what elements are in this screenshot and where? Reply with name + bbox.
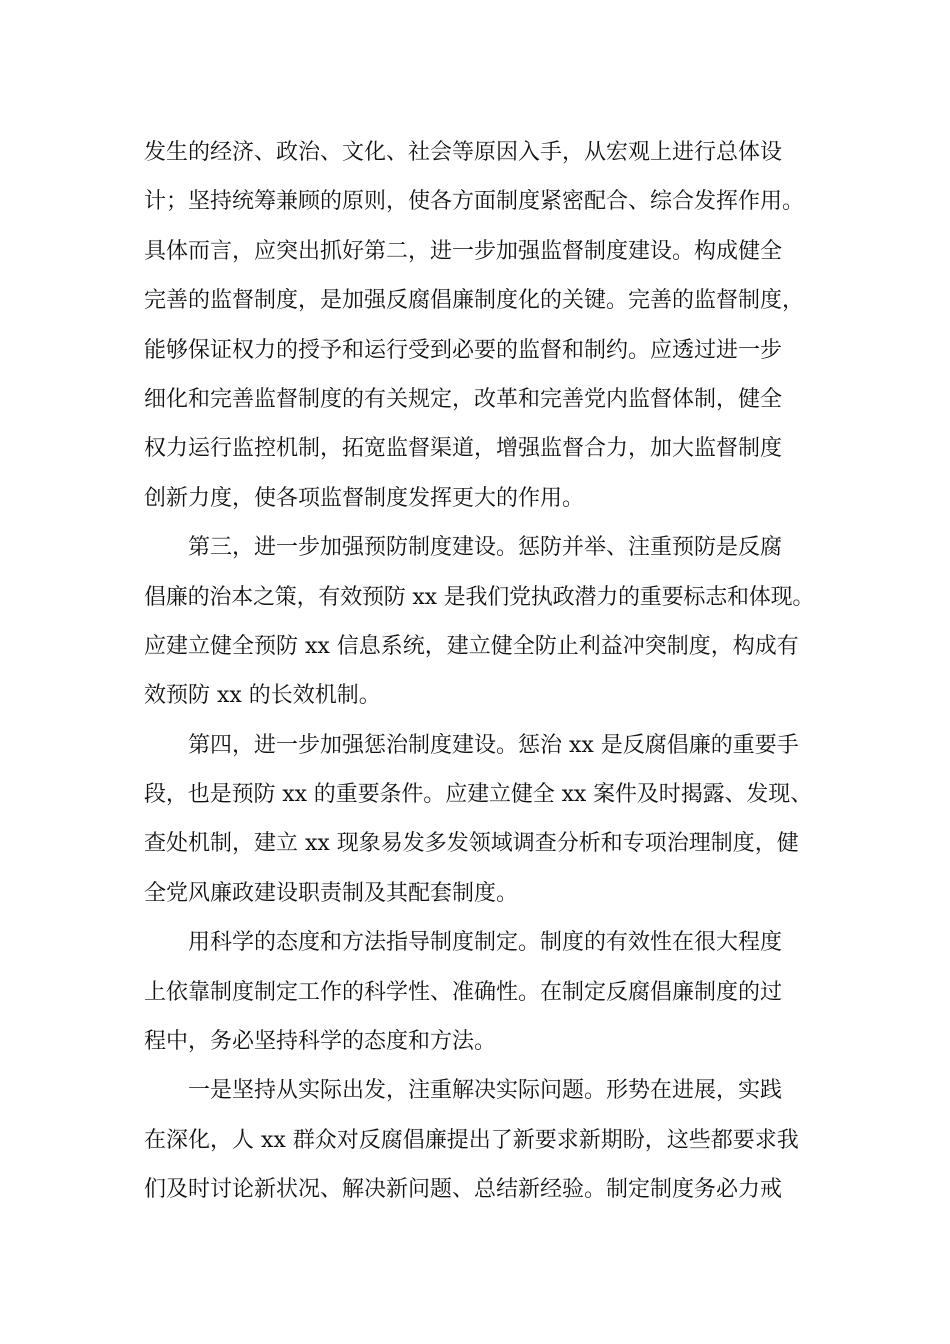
paragraph-first-line: 第三，进一步加强预防制度建设。惩防并举、注重预防是反腐 <box>188 535 783 561</box>
paragraph-first-line: 一是坚持从实际出发，注重解决实际问题。形势在进展，实践 <box>188 1078 783 1104</box>
text-line: 全党风廉政建设职责制及其配套制度。 <box>144 880 519 906</box>
text-line: 查处机制，建立 xx 现象易发多发领域调查分析和专项治理制度，健 <box>144 831 799 857</box>
text-line: 在深化，人 xx 群众对反腐倡廉提出了新要求新期盼，这些都要求我 <box>144 1127 799 1153</box>
text-line: 效预防 xx 的长效机制。 <box>144 683 381 709</box>
text-line: 权力运行监控机制，拓宽监督渠道，增强监督合力，加大监督制度 <box>144 436 783 462</box>
text-line: 完善的监督制度，是加强反腐倡廉制度化的关键。完善的监督制度， <box>144 288 805 314</box>
document-body <box>144 128 814 1215</box>
text-line: 程中，务必坚持科学的态度和方法。 <box>144 1029 497 1055</box>
text-line: 创新力度，使各项监督制度发挥更大的作用。 <box>144 485 585 511</box>
text-line: 具体而言，应突出抓好第二，进一步加强监督制度建设。构成健全 <box>144 238 783 264</box>
paragraph-first-line: 第四，进一步加强惩治制度建设。惩治 xx 是反腐倡廉的重要手 <box>188 732 799 758</box>
text-line: 上依靠制度制定工作的科学性、准确性。在制定反腐倡廉制度的过 <box>144 979 783 1005</box>
text-line: 细化和完善监督制度的有关规定，改革和完善党内监督体制，健全 <box>144 386 783 412</box>
text-line: 发生的经济、政治、文化、社会等原因入手，从宏观上进行总体设 <box>144 140 783 165</box>
text-line: 段，也是预防 xx 的重要条件。应建立健全 xx 案件及时揭露、发现、 <box>144 782 813 808</box>
text-line: 应建立健全预防 xx 信息系统，建立健全防止利益冲突制度，构成有 <box>144 633 799 659</box>
text-line: 们及时讨论新状况、解决新问题、总结新经验。制定制度务必力戒 <box>144 1177 783 1203</box>
text-line: 倡廉的治本之策，有效预防 xx 是我们党执政潜力的重要标志和体现。 <box>144 584 815 610</box>
text-line: 能够保证权力的授予和运行受到必要的监督和制约。应透过进一步 <box>144 337 783 363</box>
paragraph-first-line: 用科学的态度和方法指导制度制定。制度的有效性在很大程度 <box>188 930 783 956</box>
text-line: 计；坚持统筹兼顾的原则，使各方面制度紧密配合、综合发挥作用。 <box>144 189 805 215</box>
